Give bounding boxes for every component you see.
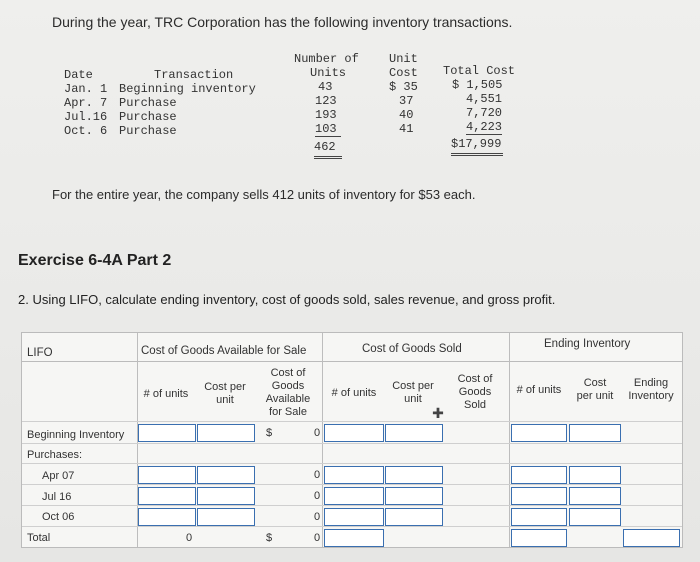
row-total-cost: 4,551 bbox=[466, 92, 503, 106]
beginning-cost-per-unit-input[interactable] bbox=[197, 424, 255, 442]
sales-statement: For the entire year, the company sells 412 units of inventory for $53 each. bbox=[52, 187, 476, 202]
header-number-of: Number of bbox=[294, 52, 359, 66]
row-units: 123 bbox=[315, 94, 337, 108]
apr-cost-per-unit-input[interactable] bbox=[197, 466, 255, 484]
apr-cost-end-input[interactable] bbox=[569, 466, 621, 484]
header-transaction: Transaction bbox=[154, 68, 234, 82]
total-ending-inventory-input[interactable] bbox=[623, 529, 680, 547]
row-label-purchases: Purchases: bbox=[27, 449, 83, 461]
oct-units-sold-input[interactable] bbox=[324, 508, 384, 526]
row-units: 103 bbox=[315, 122, 341, 137]
row-transaction: Beginning inventory bbox=[119, 82, 256, 96]
jul-units-end-input[interactable] bbox=[511, 487, 567, 505]
apr-cgas-value: 0 bbox=[314, 469, 321, 481]
col-units-available: # of units bbox=[143, 388, 189, 400]
jul-units-sold-input[interactable] bbox=[324, 487, 384, 505]
total-units: 462 bbox=[314, 140, 342, 159]
exercise-title: Exercise 6-4A Part 2 bbox=[18, 252, 172, 269]
beginning-cost-end-input[interactable] bbox=[569, 424, 621, 442]
row-unit-cost: 40 bbox=[399, 108, 414, 122]
oct-units-input[interactable] bbox=[138, 508, 196, 526]
row-transaction: Purchase bbox=[119, 96, 177, 110]
oct-cgas-value: 0 bbox=[314, 511, 321, 523]
beginning-units-sold-input[interactable] bbox=[324, 424, 384, 442]
total-units-sold-input[interactable] bbox=[324, 529, 384, 547]
col-cgas-line1: Cost of bbox=[270, 367, 306, 379]
col-units-end: # of units bbox=[516, 384, 562, 396]
col-cogs-line3: Sold bbox=[463, 399, 487, 411]
jul-units-input[interactable] bbox=[138, 487, 196, 505]
beginning-dollar-sign: $ bbox=[266, 427, 273, 439]
col-cost-per-sold-line1: Cost per bbox=[392, 380, 434, 392]
row-unit-cost: $ 35 bbox=[389, 80, 418, 94]
total-units-value: 0 bbox=[186, 532, 193, 544]
col-cgas-line3: Available bbox=[265, 393, 311, 405]
row-label-total: Total bbox=[27, 532, 51, 544]
col-ending-line2: Inventory bbox=[628, 390, 674, 402]
beginning-cgas-value: 0 bbox=[314, 427, 321, 439]
row-label-oct: Oct 06 bbox=[42, 511, 75, 523]
row-label-jul: Jul 16 bbox=[42, 491, 72, 503]
row-date: Oct. 6 bbox=[64, 124, 108, 138]
col-units-sold: # of units bbox=[331, 387, 377, 399]
col-cost-end-line2: per unit bbox=[576, 390, 614, 402]
section-sold-title: Cost of Goods Sold bbox=[362, 343, 462, 355]
apr-units-input[interactable] bbox=[138, 466, 196, 484]
lifo-worksheet-grid bbox=[21, 332, 683, 548]
row-unit-cost: 41 bbox=[399, 122, 414, 136]
oct-cost-end-input[interactable] bbox=[569, 508, 621, 526]
cursor-plus-icon: ✚ bbox=[432, 405, 444, 421]
apr-cost-per-sold-input[interactable] bbox=[385, 466, 443, 484]
row-units: 43 bbox=[318, 80, 333, 94]
total-dollar-sign: $ bbox=[266, 532, 273, 544]
col-cost-per-unit-line1: Cost per bbox=[204, 381, 246, 393]
total-units-end-input[interactable] bbox=[511, 529, 567, 547]
question-text: 2. Using LIFO, calculate ending inventory, cost of goods sold, sales revenue, and gross profit. bbox=[18, 292, 556, 307]
jul-cost-per-sold-input[interactable] bbox=[385, 487, 443, 505]
row-total-cost: 4,223 bbox=[466, 120, 503, 134]
row-total-cost: 7,720 bbox=[466, 106, 503, 120]
beginning-units-input[interactable] bbox=[138, 424, 196, 442]
total-cgas-value: 0 bbox=[314, 532, 321, 544]
row-date: Apr. 7 bbox=[64, 96, 108, 110]
col-cogs-line2: Goods bbox=[458, 386, 492, 398]
row-transaction: Purchase bbox=[119, 124, 177, 138]
header-cost: Cost bbox=[389, 66, 418, 80]
header-total-cost: Total Cost bbox=[443, 64, 516, 78]
intro-text: During the year, TRC Corporation has the following inventory transactions. bbox=[52, 14, 513, 30]
jul-cgas-value: 0 bbox=[314, 490, 321, 502]
oct-cost-per-sold-input[interactable] bbox=[385, 508, 443, 526]
total-cost: $17,999 bbox=[451, 137, 503, 156]
method-label: LIFO bbox=[27, 347, 53, 359]
jul-cost-per-unit-input[interactable] bbox=[197, 487, 255, 505]
jul-cost-end-input[interactable] bbox=[569, 487, 621, 505]
col-cost-end-line1: Cost bbox=[583, 377, 607, 389]
col-ending-line1: Ending bbox=[633, 377, 669, 389]
row-date: Jul.16 bbox=[64, 110, 108, 124]
col-cgas-line2: Goods bbox=[271, 380, 305, 392]
header-units: Units bbox=[310, 66, 347, 80]
header-unit: Unit bbox=[389, 52, 418, 66]
row-transaction: Purchase bbox=[119, 110, 177, 124]
beginning-cost-per-sold-input[interactable] bbox=[385, 424, 443, 442]
header-date: Date bbox=[64, 68, 93, 82]
beginning-units-end-input[interactable] bbox=[511, 424, 567, 442]
oct-units-end-input[interactable] bbox=[511, 508, 567, 526]
row-units: 193 bbox=[315, 108, 337, 122]
row-date: Jan. 1 bbox=[64, 82, 108, 96]
apr-units-sold-input[interactable] bbox=[324, 466, 384, 484]
col-cogs-line1: Cost of bbox=[457, 373, 493, 385]
row-label-beginning: Beginning Inventory bbox=[27, 429, 125, 441]
apr-units-end-input[interactable] bbox=[511, 466, 567, 484]
section-available-title: Cost of Goods Available for Sale bbox=[141, 345, 307, 357]
row-total-cost: $ 1,505 bbox=[452, 78, 503, 92]
oct-cost-per-unit-input[interactable] bbox=[197, 508, 255, 526]
row-label-apr: Apr 07 bbox=[42, 470, 75, 482]
row-unit-cost: 37 bbox=[399, 94, 414, 108]
col-cost-per-sold-line2: unit bbox=[404, 393, 422, 405]
col-cgas-line4: for Sale bbox=[269, 406, 307, 418]
section-ending-title: Ending Inventory bbox=[544, 338, 631, 350]
col-cost-per-unit-line2: unit bbox=[216, 394, 234, 406]
